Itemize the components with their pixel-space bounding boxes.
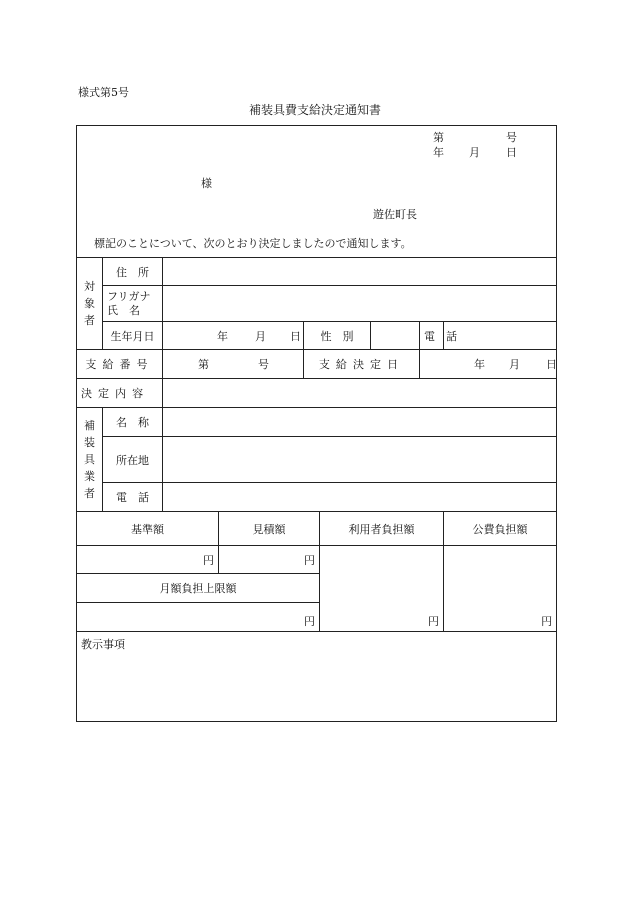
notice-dai: 第: [433, 131, 444, 144]
name-field[interactable]: [163, 286, 557, 322]
name-label: 氏 名: [107, 303, 140, 317]
payment-dai: 第: [198, 357, 209, 371]
vendor-phone-label: 電 話: [103, 483, 163, 512]
gender-field[interactable]: [371, 322, 420, 350]
instructions-label: 教示事項: [81, 638, 125, 651]
public-burden-field[interactable]: [444, 546, 557, 632]
decision-hi: 日: [546, 357, 557, 371]
user-burden-field[interactable]: [320, 546, 444, 632]
base-yen: 円: [203, 553, 214, 567]
user-burden-yen: 円: [428, 615, 439, 628]
monthly-cap-label: 月額負担上限額: [77, 574, 320, 603]
user-burden-label: 利用者負担額: [320, 512, 444, 546]
vendor-phone-field[interactable]: [163, 483, 557, 512]
decision-nen: 年: [474, 357, 485, 371]
monthly-cap-field[interactable]: [77, 603, 320, 632]
estimate-amount-field[interactable]: [219, 546, 320, 574]
payment-number-label: 支給番号: [77, 350, 163, 379]
vendor-group-label: 補 装 具 業 者: [77, 408, 103, 512]
vendor-name-field[interactable]: [163, 408, 557, 437]
birth-tsuki: 月: [255, 329, 266, 343]
vendor-location-field[interactable]: [163, 437, 557, 483]
decision-date-field[interactable]: [420, 350, 557, 379]
notice-go: 号: [506, 131, 517, 144]
address-label: 住 所: [103, 258, 163, 286]
decision-date-label: 支給決定日: [304, 350, 420, 379]
monthly-cap-yen: 円: [304, 615, 315, 628]
notice-body-text: 標記のことについて、次のとおり決定しましたので通知します。: [94, 237, 412, 250]
issuer-name: 遊佐町長: [373, 208, 417, 221]
notification-form: [76, 125, 557, 722]
payment-number-field[interactable]: [163, 350, 304, 379]
header-block: [77, 126, 557, 258]
payment-go: 号: [258, 357, 269, 371]
furigana-name-label: [103, 286, 163, 322]
date-tsuki: 月: [469, 146, 480, 159]
furigana-label: フリガナ: [107, 289, 151, 303]
decision-tsuki: 月: [509, 357, 520, 371]
date-nen: 年: [433, 146, 444, 159]
decision-content-field[interactable]: [163, 379, 557, 408]
public-burden-label: 公費負担額: [444, 512, 557, 546]
vendor-location-label: 所在地: [103, 437, 163, 483]
phone-field[interactable]: [444, 322, 557, 350]
vendor-name-label: 名 称: [103, 408, 163, 437]
document-title: 補装具費支給決定通知書: [249, 103, 382, 117]
form-number: 様式第5号: [78, 86, 129, 99]
date-hi: 日: [506, 146, 517, 159]
gender-label: 性 別: [304, 322, 371, 350]
birth-nen: 年: [217, 329, 228, 343]
subject-group-label: 対 象 者: [77, 258, 103, 350]
public-burden-yen: 円: [541, 615, 553, 628]
birthdate-label: 生年月日: [103, 322, 163, 350]
instructions-block[interactable]: [77, 632, 557, 722]
decision-content-label: 決定内容: [77, 379, 163, 408]
birth-hi: 日: [290, 329, 301, 343]
estimate-yen: 円: [304, 553, 315, 567]
address-field[interactable]: [163, 258, 557, 286]
phone-label: 電 話: [420, 322, 444, 350]
base-amount-field[interactable]: [77, 546, 219, 574]
estimate-amount-label: 見積額: [219, 512, 320, 546]
base-amount-label: 基準額: [77, 512, 219, 546]
birthdate-field[interactable]: [163, 322, 304, 350]
recipient-sama: 様: [201, 177, 212, 190]
